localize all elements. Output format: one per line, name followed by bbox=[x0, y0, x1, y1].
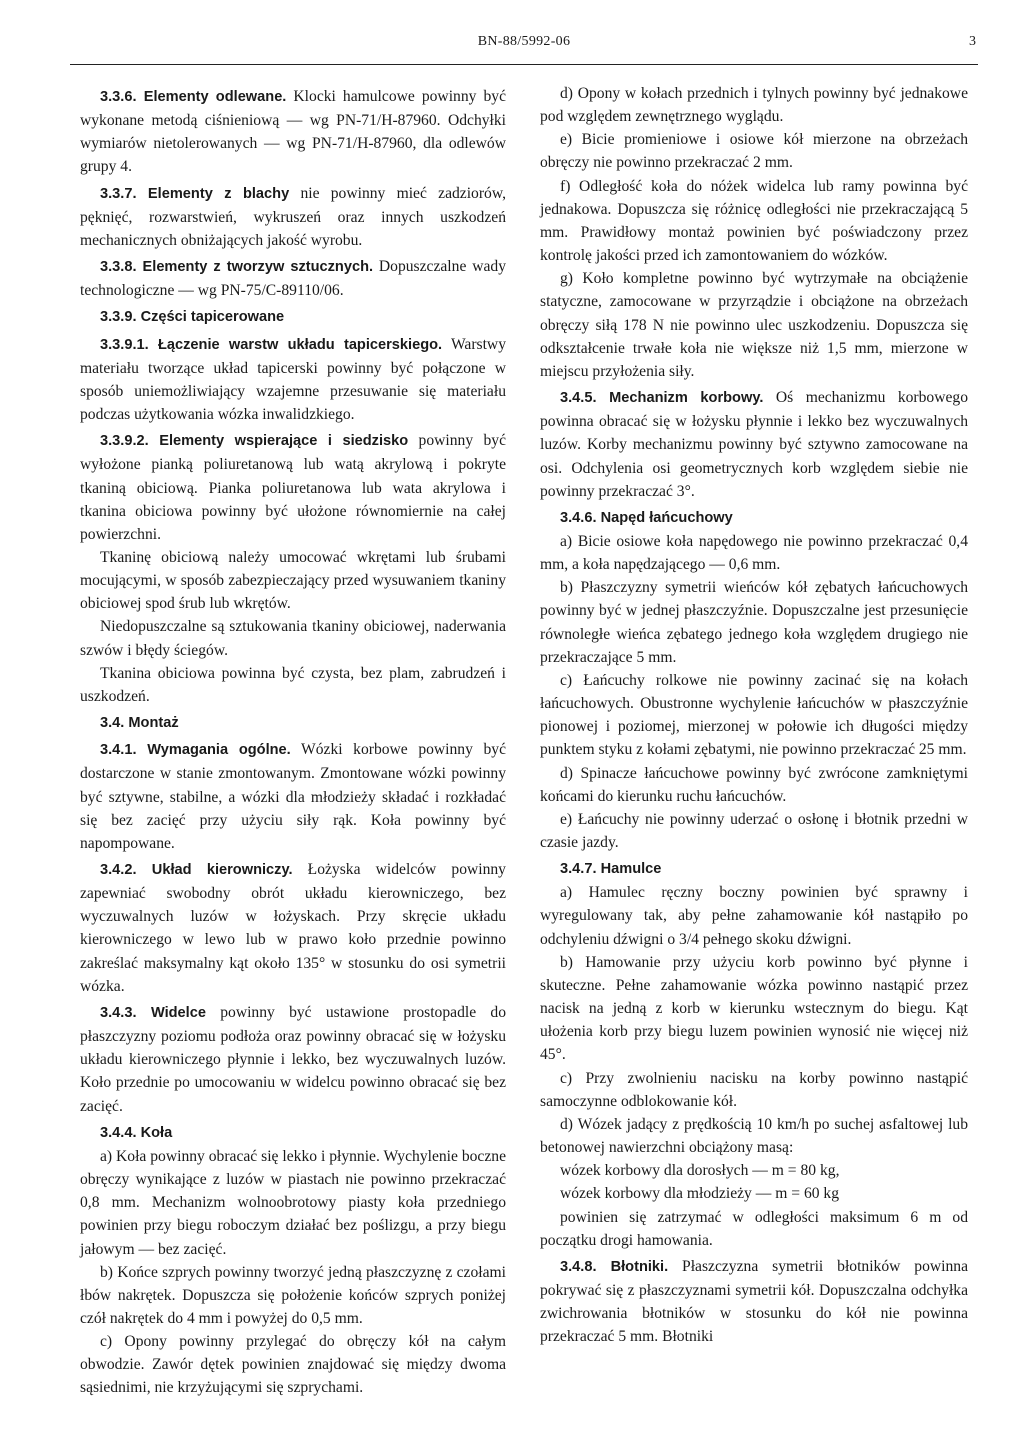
section-paragraph bbox=[80, 333, 506, 427]
section-heading: 3.3.9.1. Łączenie warstw układu tapicerskiego. bbox=[100, 336, 443, 353]
paragraph-text: e) Łańcuchy nie powinny uderzać o osłonę i błotnik przedni w czasie jazdy. bbox=[540, 810, 968, 851]
section-heading: 3.4.1. Wymagania ogólne. bbox=[100, 742, 291, 759]
section-paragraph bbox=[80, 255, 506, 302]
paragraph-text: b) Płaszczyzny symetrii wieńców kół zębatych łańcuchowych powinny być w jednej płaszczyźnie. Dopuszczalne jest przesunięcie równoległe wieńca zębatego jednego koła względem drugiego nie przekraczające 5 mm. bbox=[540, 579, 968, 666]
paragraph-text: Oś mechanizmu korbowego powinna obracać się w łożysku płynnie i lekko bez wyczuwalnych luzów. Korby mechanizmu powinny być sztywno zamocowane na osi. Odchylenia osi geometrycznych korb względem siebie nie powinny przekraczać 3°. bbox=[540, 389, 968, 500]
paragraph-text: nie powinny mieć zadziorów, pęknięć, rozwarstwień, wykruszeń oraz innych uszkodzeń mechanicznych obniżających jakość wyrobu. bbox=[80, 184, 506, 249]
section-heading: 3.4.2. Układ kierowniczy. bbox=[100, 862, 293, 878]
section-heading: 3.4.8. Błotniki. bbox=[560, 1258, 669, 1275]
paragraph-text: e) Bicie promieniowe i osiowe kół mierzone na obrzeżach obręczy nie powinno przekraczać 2 mm. bbox=[540, 131, 968, 172]
paragraph bbox=[80, 1261, 506, 1330]
paragraph bbox=[540, 1113, 968, 1159]
section-paragraph bbox=[540, 506, 968, 530]
section-paragraph bbox=[80, 738, 506, 855]
paragraph-text: Łożyska widelców powinny zapewniać swobodny obrót układu kierowniczego, bez wyczuwalnych luzów w łożyskach. Przy skręcie układu kierowniczego w lewo lub w prawo koło przednie powinno zakreślać maksymalny kąt około 135° w stosunku do osi symetrii wózka. bbox=[80, 861, 506, 995]
section-heading: 3.4.3. Widelce bbox=[100, 1004, 206, 1021]
paragraph bbox=[540, 669, 968, 762]
paragraph bbox=[540, 267, 968, 383]
paragraph-text: a) Bicie osiowe koła napędowego nie powinno przekraczać 0,4 mm, a koła napędzającego — 0,6 mm. bbox=[540, 532, 968, 574]
paragraph-text: powinny być ustawione prostopadle do płaszczyzny poziomu podłoża oraz powinny obracać się w łożysku układu kierowniczego płynnie i lekko, bez wyczuwalnych luzów. Koło przednie po umocowaniu w widelcu powinno obracać się bez zacięć. bbox=[80, 1003, 506, 1115]
section-heading: 3.4. Montaż bbox=[100, 715, 179, 732]
paragraph bbox=[80, 1330, 506, 1399]
section-paragraph bbox=[80, 1001, 506, 1118]
paragraph-text: Wózki korbowe powinny być dostarczone w stanie zmontowanym. Zmontowane wózki powinny być sztywne, stabilne, a wózki dla młodzieży składać i rozkładać się bez zacięć przy użyciu siły rąk. Koła powinny być napompowane. bbox=[80, 741, 506, 852]
paragraph bbox=[540, 576, 968, 669]
paragraph-text: powinien się zatrzymać w odległości maksimum 6 m od początku drogi hamowania. bbox=[540, 1208, 968, 1249]
paragraph-text: a) Koła powinny obracać się lekko i płynnie. Wychylenie boczne obręczy wynikające z luzów w piastach nie powinno przekraczać 0,8 mm. Mechanizm wolnoobrotowy piasty koła przedniego powinien przy biegu roboczym działać bez poślizgu, a przy biegu jałowym — bez zacięć. bbox=[80, 1147, 506, 1258]
paragraph bbox=[540, 128, 968, 174]
paragraph-text: Tkaninę obiciową należy umocować wkrętami lub śrubami mocującymi, w sposób zabezpieczający przed wysuwaniem tkaniny obiciowej spod śrub lub wkrętów. bbox=[80, 548, 506, 613]
paragraph-text: Niedopuszczalne są sztukowania tkaniny obiciowej, naderwania szwów i błędy ściegów. bbox=[80, 618, 506, 659]
paragraph-text: Klocki hamulcowe powinny być wykonane metodą ciśnieniową — wg PN-71/H-87960. Odchyłki wymiarów nietolerowanych — wg PN-71/H-87960, dla odlewów grupy 4. bbox=[80, 88, 506, 176]
section-paragraph bbox=[80, 305, 506, 329]
paragraph-text: Płaszczyzna symetrii błotników powinna pokrywać się z płaszczyznami symetrii kół. Dopuszczalna odchyłka zwichrowania błotników w stosunku do kół nie powinna przekraczać 5 mm. Błotniki bbox=[540, 1257, 968, 1346]
paragraph bbox=[80, 615, 506, 661]
paragraph bbox=[540, 951, 968, 1067]
paragraph bbox=[540, 762, 968, 808]
paragraph bbox=[540, 1182, 968, 1205]
paragraph-text: g) Koło kompletne powinno być wytrzymałe na obciążenie statyczne, zamocowane w przyrządzie i obciążone na obrzeżach obręczy siłą 178 N nie powinno ulec uszkodzeniu. Dopuszcza się odkształcenie trwałe koła nie większe niż 1,5 mm, mierzone w miejscu przyłożenia siły. bbox=[540, 270, 968, 380]
paragraph bbox=[540, 530, 968, 576]
section-heading: 3.4.7. Hamulce bbox=[560, 861, 662, 878]
section-paragraph bbox=[80, 711, 506, 735]
paragraph-text: d) Wózek jadący z prędkością 10 km/h po suchej asfaltowej lub betonowej nawierzchni obciążony masą: bbox=[540, 1115, 968, 1157]
section-heading: 3.3.7. Elementy z blachy bbox=[100, 185, 290, 202]
document-number: BN-88/5992-06 bbox=[477, 34, 571, 49]
section-heading: 3.4.6. Napęd łańcuchowy bbox=[560, 509, 733, 526]
paragraph-text: b) Hamowanie przy użyciu korb powinno być płynne i skuteczne. Pełne zahamowanie wózka powinno nastąpić przez nacisk na jedną z korb w kierunku wstecznym do biegu. Kąt ułożenia korb przy biegu luzem powinien wynosić nie więcej niż 45°. bbox=[540, 953, 968, 1064]
left-column bbox=[80, 82, 506, 1400]
paragraph bbox=[540, 1206, 968, 1252]
section-heading: 3.4.4. Koła bbox=[100, 1124, 173, 1141]
paragraph-text: b) Końce szprych powinny tworzyć jedną płaszczyznę z czołami łbów nakrętek. Dopuszcza się położenie końców szprych poniżej czół nakrętek do 4 mm i powyżej do 0,5 mm. bbox=[80, 1263, 506, 1327]
paragraph-text: d) Spinacze łańcuchowe powinny być zwrócone zamkniętymi końcami do kierunku ruchu łańcuchów. bbox=[540, 764, 968, 805]
page-header bbox=[70, 34, 978, 65]
paragraph-text: Tkanina obiciowa powinna być czysta, bez plam, zabrudzeń i uszkodzeń. bbox=[80, 664, 506, 705]
paragraph bbox=[540, 808, 968, 854]
paragraph bbox=[540, 1067, 968, 1113]
section-paragraph bbox=[80, 429, 506, 546]
right-column bbox=[540, 82, 968, 1348]
section-paragraph bbox=[80, 85, 506, 179]
section-paragraph bbox=[540, 1255, 968, 1349]
section-heading: 3.3.9.2. Elementy wspierające i siedzisko bbox=[100, 433, 409, 450]
paragraph-text: d) Opony w kołach przednich i tylnych powinny być jednakowe pod względem zewnętrznego wyglądu. bbox=[540, 85, 968, 126]
section-heading: 3.3.8. Elementy z tworzyw sztucznych. bbox=[100, 259, 374, 276]
paragraph-text: c) Przy zwolnieniu nacisku na korby powinno nastąpić samoczynne odblokowanie kół. bbox=[540, 1069, 968, 1110]
paragraph bbox=[80, 546, 506, 615]
paragraph-text: c) Opony powinny przylegać do obręczy kół na całym obwodzie. Zawór dętek powinien znajdować się między dwoma sąsiednimi, nie krzyżującymi się szprychami. bbox=[80, 1333, 506, 1397]
section-heading: 3.3.9. Części tapicerowane bbox=[100, 309, 285, 326]
paragraph-text: Warstwy materiału tworzące układ tapicerski powinny być połączone w sposób uniemożliwiający wzajemne przesuwanie się materiału podczas użytkowania wózka inwalidzkiego. bbox=[80, 335, 506, 424]
section-heading: 3.4.5. Mechanizm korbowy. bbox=[560, 390, 764, 407]
section-paragraph bbox=[540, 386, 968, 503]
paragraph-text: f) Odległość koła do nóżek widelca lub ramy powinna być jednakowa. Dopuszcza się różnicę odległości nie przekraczającą 5 mm. Prawidłowy montaż powinien być poświadczony przez kontrolę jakości przed ich zamontowaniem do wózków. bbox=[540, 177, 968, 265]
paragraph bbox=[80, 1145, 506, 1261]
paragraph bbox=[80, 662, 506, 708]
paragraph-text: powinny być wyłożone pianką poliuretanową lub watą akrylową i pokryte tkaniną obiciową. Pianka poliuretanowa lub wata akrylowa i tkanina obiciowa powinny być ułożone równomiernie na całej powierzchni. bbox=[80, 432, 506, 543]
paragraph bbox=[540, 1159, 968, 1182]
paragraph-text: wózek korbowy dla młodzieży — m = 60 kg bbox=[560, 1185, 840, 1203]
paragraph-text: c) Łańcuchy rolkowe nie powinny zacinać się na kołach łańcuchowych. Obustronne wychylenie łańcuchów w płaszczyźnie pionowej i poziomej, mierzonej w połowie ich długości między punktem styku z kołami zębatymi, nie powinno przekraczać 25 mm. bbox=[540, 671, 968, 759]
paragraph bbox=[540, 175, 968, 268]
section-heading: 3.3.6. Elementy odlewane. bbox=[100, 89, 287, 105]
paragraph bbox=[540, 82, 968, 128]
section-paragraph bbox=[80, 1121, 506, 1145]
paragraph-text: wózek korbowy dla dorosłych — m = 80 kg, bbox=[560, 1162, 840, 1180]
paragraph bbox=[540, 881, 968, 950]
paragraph-text: Dopuszczalne wady technologiczne — wg PN-75/C-89110/06. bbox=[80, 258, 506, 300]
section-paragraph bbox=[80, 858, 506, 998]
paragraph-text: a) Hamulec ręczny boczny powinien być sprawny i wyregulowany tak, aby pełne zahamowanie kół nastąpiło po odchyleniu dźwigni o 3/4 pełnego skoku dźwigni. bbox=[540, 884, 968, 948]
section-paragraph bbox=[80, 182, 506, 252]
section-paragraph bbox=[540, 857, 968, 881]
page-number: 3 bbox=[969, 34, 976, 49]
